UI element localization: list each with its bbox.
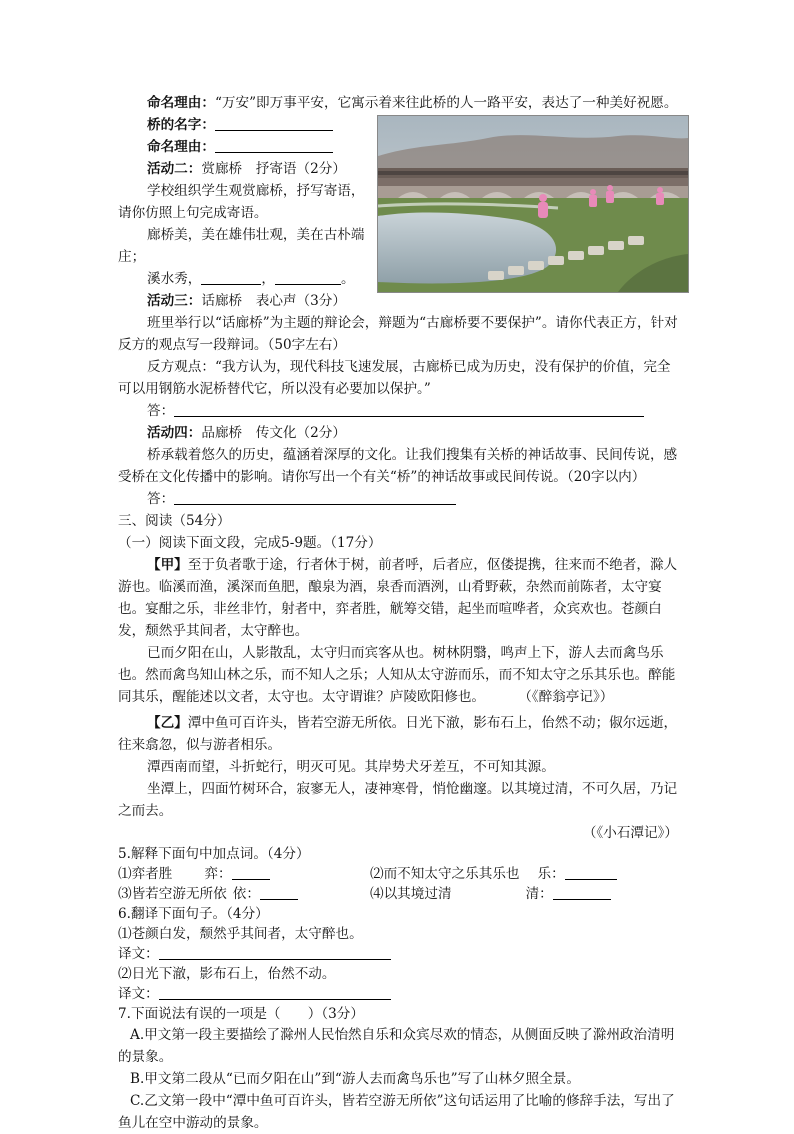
q5-blank-d[interactable] [553, 885, 611, 900]
q5-stem: 5.解释下面句中加点词。（4分） [118, 846, 310, 862]
activity3-heading [118, 290, 376, 312]
passage-yi-tag: 【乙】 [147, 715, 188, 731]
bridge-gallery [378, 178, 688, 186]
activity2-title-rest: 赏廊桥 抒寄语（2分） [201, 161, 346, 177]
q5-item-a-word: 弈： [204, 866, 232, 882]
q5-row-2 [118, 884, 678, 904]
q5-blank-c[interactable] [260, 885, 298, 900]
activity3-title: 活动三： [147, 293, 202, 309]
q5-row-1 [118, 864, 678, 884]
bridge-eave [378, 171, 688, 175]
activity3-opposing: 反方观点：“我方认为，现代科技飞速发展，古廊桥已成为历史，没有保护的价值，完全可以用钢筋水泥桥替代它，所以没有必要加以保护。” [118, 359, 671, 397]
activity2-blank-2[interactable] [275, 270, 341, 285]
activity2-prompt-start: 溪水秀， [147, 271, 202, 287]
activity4-answer [118, 488, 678, 510]
passage-yi-p1-text: 潭中鱼可百许头，皆若空游无所依。日光下澈，影布石上，佁然不动；俶尔远逝，往来翕忽，似与游者相乐。 [118, 715, 678, 753]
naming-reason-text: “万安”即万事平安，它寓示着来往此桥的人一路平安，表达了一种美好祝愿。 [214, 95, 678, 111]
q5-blank-a[interactable] [232, 865, 270, 880]
activity2-prompt-sep: ， [261, 271, 275, 287]
q6-answer-2 [118, 984, 678, 1004]
activity4-answer-blank[interactable] [174, 490, 456, 505]
q5-item-b: ⑵而不知太守之乐其乐也 [370, 866, 520, 882]
activity2-blank-1[interactable] [201, 270, 261, 285]
passage-jia-p2-text: 已而夕阳在山，人影散乱，太守归而宾客从也。树林阴翳，鸣声上下，游人去而禽鸟乐也。然而禽鸟知山林之乐，而不知人之乐；人知从太守游而乐，而不知太守之乐其乐也。醉能同其乐，醒能述以文者，太守也。太守谓谁？庐陵欧阳修也。 [118, 645, 676, 705]
naming-reason-blank[interactable] [215, 138, 333, 153]
activity2-title: 活动二： [147, 161, 202, 177]
section3-subheading: （一）阅读下面文段，完成5-9题。（17分） [118, 535, 382, 551]
passage-yi-p1 [118, 712, 678, 756]
bridge-name-blank[interactable] [215, 116, 333, 131]
q6-sentence-2: ⑵日光下澈，影布石上，佁然不动。 [118, 966, 336, 982]
q5-blank-b[interactable] [565, 865, 617, 880]
activity2-example: 廊桥美，美在雄伟壮观，美在古朴端庄； [118, 227, 365, 265]
bridge-name-label: 桥的名字： [147, 117, 215, 133]
q5-item-a: ⑴弈者胜 [118, 866, 173, 882]
q6-answer-1-label: 译文： [118, 946, 159, 962]
activity4-answer-label: 答： [147, 491, 175, 507]
q5-item-d: ⑷以其境过清 [370, 886, 452, 902]
activity4-intro: 桥承载着悠久的历史，蕴涵着深厚的文化。让我们搜集有关桥的神话故事、民间传说，感受桥在文化传播中的影响。请你写出一个有关“桥”的神话故事或民间传说。（20字以内） [118, 447, 678, 485]
activity2-intro: 学校组织学生观赏廊桥，抒写寄语，请你仿照上句完成寄语。 [118, 183, 365, 221]
q6-answer-2-label: 译文： [118, 986, 159, 1002]
q5-item-d-word: 清： [525, 886, 553, 902]
passage-yi-p2: 潭西南而望，斗折蛇行，明灭可见。其岸势犬牙差互，不可知其源。 [147, 759, 555, 775]
q7-stem: 7.下面说法有误的一项是（ ）（3分） [118, 1006, 364, 1022]
passage-yi-p3: 坐潭上，四面竹树环合，寂寥无人，凄神寒骨，悄怆幽邃。以其境过清，不可久居，乃记之而去。 [118, 781, 678, 819]
activity4-heading [118, 422, 678, 444]
bridge-name-line [118, 114, 376, 136]
passage-jia-source: （《醉翁亭记》） [525, 689, 614, 705]
q5-item-c: ⑶皆若空游无所依 [118, 886, 227, 902]
naming-reason-label: 命名理由： [147, 95, 215, 111]
activity2-prompt [118, 268, 376, 290]
activity3-answer-label: 答： [147, 403, 175, 419]
activity4-title-rest: 品廊桥 传文化（2分） [201, 425, 346, 441]
covered-bridge-illustration [378, 116, 688, 292]
activity2-prompt-end: 。 [340, 271, 355, 287]
passage-jia-tag: 【甲】 [147, 557, 188, 573]
activity3-answer [118, 400, 678, 422]
stream [378, 213, 556, 284]
passage-jia-p1-text: 至于负者歌于途，行者休于树，前者呼，后者应，伛偻提携，往来而不绝者，滁人游也。临溪而渔，溪深而鱼肥，酿泉为酒，泉香而酒洌，山肴野蔌，杂然而前陈者，太守宴也。宴酣之乐，非丝非竹，射者中，弈者胜，觥筹交错，起坐而喧哗者，众宾欢也。苍颜白发，颓然乎其间者，太守醉也。 [118, 557, 678, 639]
passage-yi-source: （《小石潭记》） [582, 825, 678, 841]
activity2-heading [118, 158, 376, 180]
q5-item-c-word: 依： [232, 886, 260, 902]
q7-option-c: C.乙文第一段中“潭中鱼可百许头，皆若空游无所依”这句话运用了比喻的修辞手法，写出了鱼儿在空中游动的景象。 [118, 1093, 675, 1131]
naming-reason [118, 92, 678, 114]
naming-reason-label-2: 命名理由： [147, 139, 215, 155]
activity4-title: 活动四： [147, 425, 202, 441]
q6-stem: 6.翻译下面句子。（4分） [118, 906, 269, 922]
q7-option-b: B.甲文第二段从“已而夕阳在山”到“游人去而禽鸟乐也”写了山林夕照全景。 [130, 1071, 580, 1087]
passage-jia-p2 [118, 642, 678, 708]
q6-sentence-1: ⑴苍颜白发，颓然乎其间者，太守醉也。 [118, 926, 363, 942]
q5-item-b-word: 乐： [537, 866, 565, 882]
q6-answer-2-blank[interactable] [159, 985, 391, 1000]
q6-answer-1-blank[interactable] [159, 945, 391, 960]
covered-bridge-photo [377, 115, 689, 293]
q7-option-a: A.甲文第一段主要描绘了滁州人民怡然自乐和众宾尽欢的情态，从侧面反映了滁州政治清明的景象。 [118, 1027, 675, 1065]
passage-jia-p1 [118, 554, 678, 642]
section3-heading: 三、阅读（54分） [118, 513, 231, 529]
activity3-intro: 班里举行以“话廊桥”为主题的辩论会，辩题为“古廊桥要不要保护”。请你代表正方，针对反方的观点写一段辩词。（50字左右） [118, 315, 678, 353]
naming-reason-line [118, 136, 376, 158]
activity3-answer-blank[interactable] [174, 402, 644, 417]
activity3-title-rest: 话廊桥 表心声（3分） [201, 293, 346, 309]
q6-answer-1 [118, 944, 678, 964]
